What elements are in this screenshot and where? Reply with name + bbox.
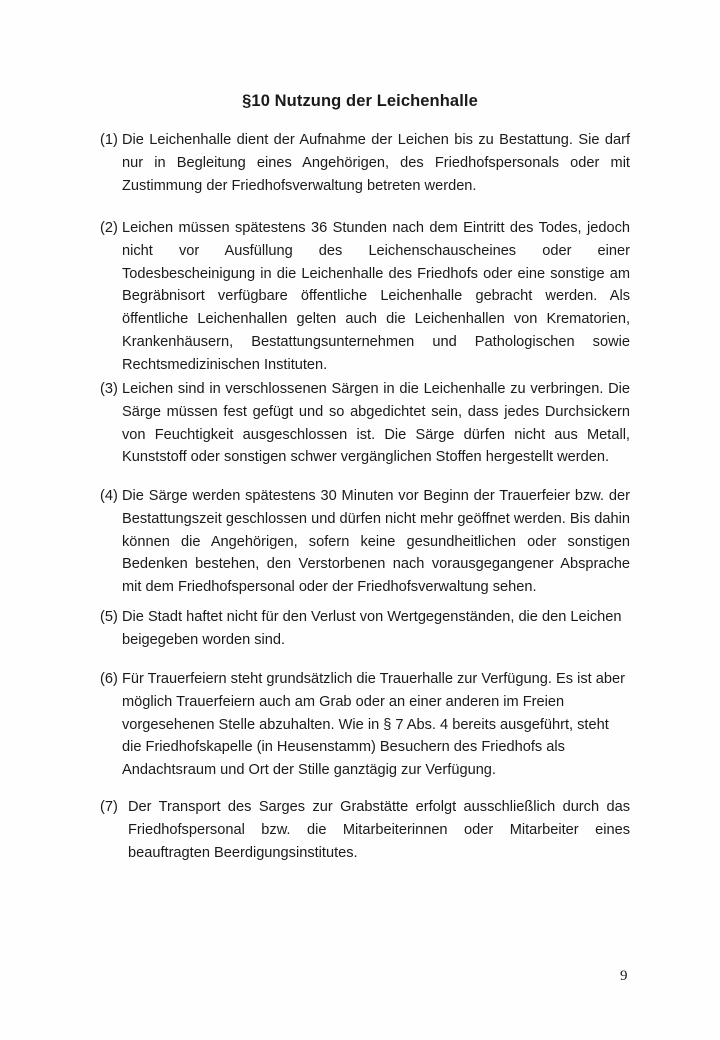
paragraph-number: (4) [100,488,118,504]
paragraph-4 [100,485,630,599]
paragraph-text: Für Trauerfeiern steht grundsätzlich die Trauerhalle zur Verfügung. Es ist aber möglich Trauerfeiern auch am Grab oder an einer anderen im Freien vorgesehenen Stelle abzuhalten. Wie in § 7 Abs. 4 bereits ausgeführt, steht die Friedhofskapelle (in Heusenstamm) Besuchern des Friedhofs als Andachtsraum und Ort der Stille ganztägig zur Verfügung. [122,671,625,779]
paragraph-number: (1) [100,132,118,148]
paragraph-5 [100,606,630,652]
paragraph-6 [100,668,630,782]
paragraph-text: Die Leichenhalle dient der Aufnahme der Leichen bis zu Bestattung. Sie darf nur in Begleitung eines Angehörigen, des Friedhofspersonals oder mit Zustimmung der Friedhofsverwaltung betreten werden. [122,132,630,194]
page-number: 9 [620,968,628,984]
paragraph-text: Leichen sind in verschlossenen Särgen in die Leichenhalle zu verbringen. Die Särge müssen fest gefügt und so abgedichtet sein, dass jedes Durchsickern von Feuchtigkeit ausgeschlossen ist. Die Särge dürfen nicht aus Metall, Kunststoff oder sonstigen schwer vergänglichen Stoffen hergestellt werden. [122,381,630,466]
paragraph-1 [100,129,630,197]
paragraph-text: Leichen müssen spätestens 36 Stunden nach dem Eintritt des Todes, jedoch nicht vor Ausfüllung des Leichenschauscheines oder einer Todesbescheinigung in die Leichenhalle des Friedhofs oder eine sonstige am Begräbnisort verfügbare öffentliche Leichenhalle gebracht werden. Als öffentliche Leichenhallen gelten auch die Leichenhallen von Krematorien, Krankenhäusern, Bestattungsunternehmen und Pathologischen sowie Rechtsmedizinischen Instituten. [122,220,630,373]
paragraph-3 [100,378,630,469]
section-heading: §10 Nutzung der Leichenhalle [242,92,478,110]
paragraph-text: Die Särge werden spätestens 30 Minuten vor Beginn der Trauerfeier bzw. der Bestattungszeit geschlossen und dürfen nicht mehr geöffnet werden. Bis dahin können die Angehörigen, sofern keine gesundheitlichen oder sonstigen Bedenken bestehen, den Verstorbenen nach vorausgegangener Absprache mit dem Friedhofspersonal oder der Friedhofsverwaltung sehen. [122,488,630,596]
paragraph-number: (3) [100,381,118,397]
paragraph-number: (2) [100,220,118,236]
paragraph-2 [100,217,630,377]
paragraph-7 [100,796,630,864]
paragraph-number: (5) [100,609,118,625]
paragraph-text: Der Transport des Sarges zur Grabstätte erfolgt ausschließlich durch das Friedhofspersonal bzw. die Mitarbeiterinnen oder Mitarbeiter eines beauftragten Beerdigungsinstitutes. [128,799,630,861]
paragraph-text: Die Stadt haftet nicht für den Verlust von Wertgegenständen, die den Leichen beigegeben worden sind. [122,609,622,648]
paragraph-number: (6) [100,671,118,687]
paragraph-number: (7) [100,799,118,815]
